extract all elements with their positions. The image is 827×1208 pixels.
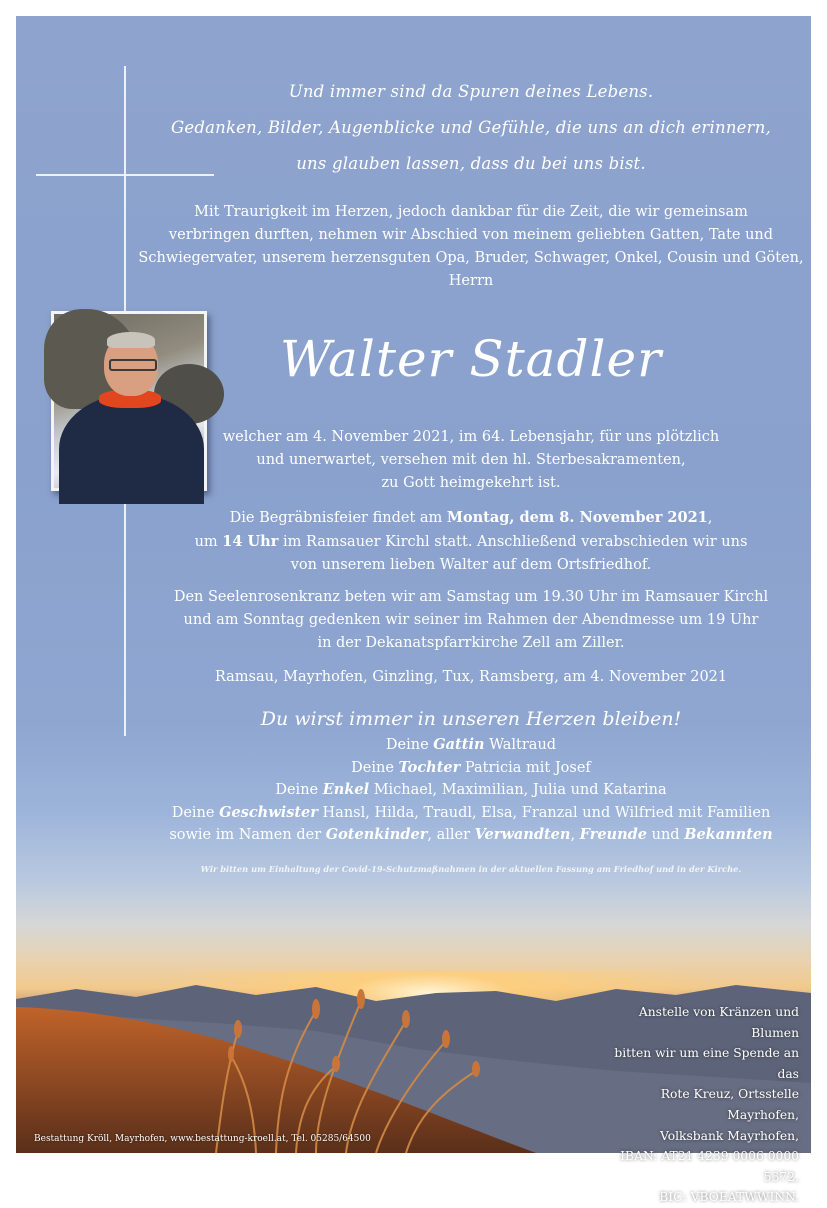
death-notice-line: und unerwartet, versehen mit den hl. Sterbesakramenten, <box>256 452 686 468</box>
rosary-line: Den Seelenrosenkranz beten wir am Samstag um 19.30 Uhr im Ramsauer Kirchl <box>173 589 769 605</box>
funeral-home-footer: Bestattung Kröll, Mayrhofen, www.bestattung-kroell.at, Tel. 05285/64500 <box>34 1134 371 1144</box>
mourner-line: Deine Enkel Michael, Maximilian, Julia und Katarina <box>275 781 667 799</box>
mourner-line: Deine Tochter Patricia mit Josef <box>351 758 591 776</box>
poem-line: uns glauben lassen, dass du bei uns bist. <box>296 154 646 173</box>
funeral-line <box>136 530 806 554</box>
donation-line: Volksbank Mayrhofen, <box>659 1128 799 1143</box>
mourners-list <box>136 734 806 847</box>
donation-line: bitten wir um eine Spende an das <box>614 1046 799 1081</box>
funeral-line <box>136 506 806 530</box>
death-notice-line: zu Gott heimgekehrt ist. <box>381 475 561 491</box>
mourner-line: sowie im Namen der Gotenkinder, aller Verwandten, Freunde und Bekannten <box>169 826 773 844</box>
place-date: Ramsau, Mayrhofen, Ginzling, Tux, Ramsberg, am 4. November 2021 <box>214 669 728 685</box>
death-notice <box>136 426 806 495</box>
intro-line: Schwiegervater, unserem herzensguten Opa, Bruder, Schwager, Onkel, Cousin und Göten, <box>138 250 804 266</box>
poem-line: Gedanken, Bilder, Augenblicke und Gefühle, die uns an dich erinnern, <box>171 118 771 137</box>
donation-line: BIC: VBOEATWWINN. <box>659 1190 799 1205</box>
poem-line: Und immer sind da Spuren deines Lebens. <box>288 82 654 101</box>
rosary-line: in der Dekanatspfarrkirche Zell am Ziller. <box>317 635 625 651</box>
funeral-text: um <box>194 534 223 550</box>
funeral-time: 14 Uhr <box>222 533 279 550</box>
mourner-line: Deine Geschwister Hansl, Hilda, Traudl, Elsa, Franzal und Wilfried mit Familien <box>171 803 771 821</box>
covid-note: Wir bitten um Einhaltung der Covid-19-Schutzmaßnahmen in der aktuellen Fassung am Friedhof und in der Kirche. <box>200 864 742 874</box>
donation-line: Rote Kreuz, Ortsstelle Mayrhofen, <box>660 1087 799 1122</box>
donation-line: Anstelle von Kränzen und Blumen <box>638 1005 799 1040</box>
rosary-line: und am Sonntag gedenken wir seiner im Rahmen der Abendmesse um 19 Uhr <box>183 612 759 628</box>
funeral-info <box>136 506 806 577</box>
funeral-line: von unserem lieben Walter auf dem Ortsfriedhof. <box>290 557 652 573</box>
death-notice-line: welcher am 4. November 2021, im 64. Lebensjahr, für uns plötzlich <box>222 429 720 445</box>
funeral-text: im Ramsauer Kirchl statt. Anschließend verabschieden wir uns <box>278 534 748 550</box>
mourner-line: Deine Gattin Waltraud <box>385 736 557 753</box>
obituary-card <box>16 16 811 1205</box>
intro-line: verbringen durften, nehmen wir Abschied von meinem geliebten Gatten, Tate und <box>168 227 774 243</box>
poem <box>136 74 806 182</box>
intro-line: Herrn <box>448 273 494 289</box>
intro-text <box>136 201 806 293</box>
donation-note <box>589 1002 799 1208</box>
funeral-text: Die Begräbnisfeier findet am <box>229 510 447 526</box>
funeral-date: Montag, dem 8. November 2021 <box>446 509 708 526</box>
rosary-info <box>136 586 806 655</box>
donation-line: IBAN: AT21 4239 0006 0000 5372, <box>620 1149 799 1184</box>
farewell-line: Du wirst immer in unseren Herzen bleiben! <box>260 708 682 730</box>
deceased-name: Walter Stadler <box>280 330 662 388</box>
intro-line: Mit Traurigkeit im Herzen, jedoch dankbar für die Zeit, die wir gemeinsam <box>194 204 748 220</box>
funeral-text: , <box>707 510 713 526</box>
